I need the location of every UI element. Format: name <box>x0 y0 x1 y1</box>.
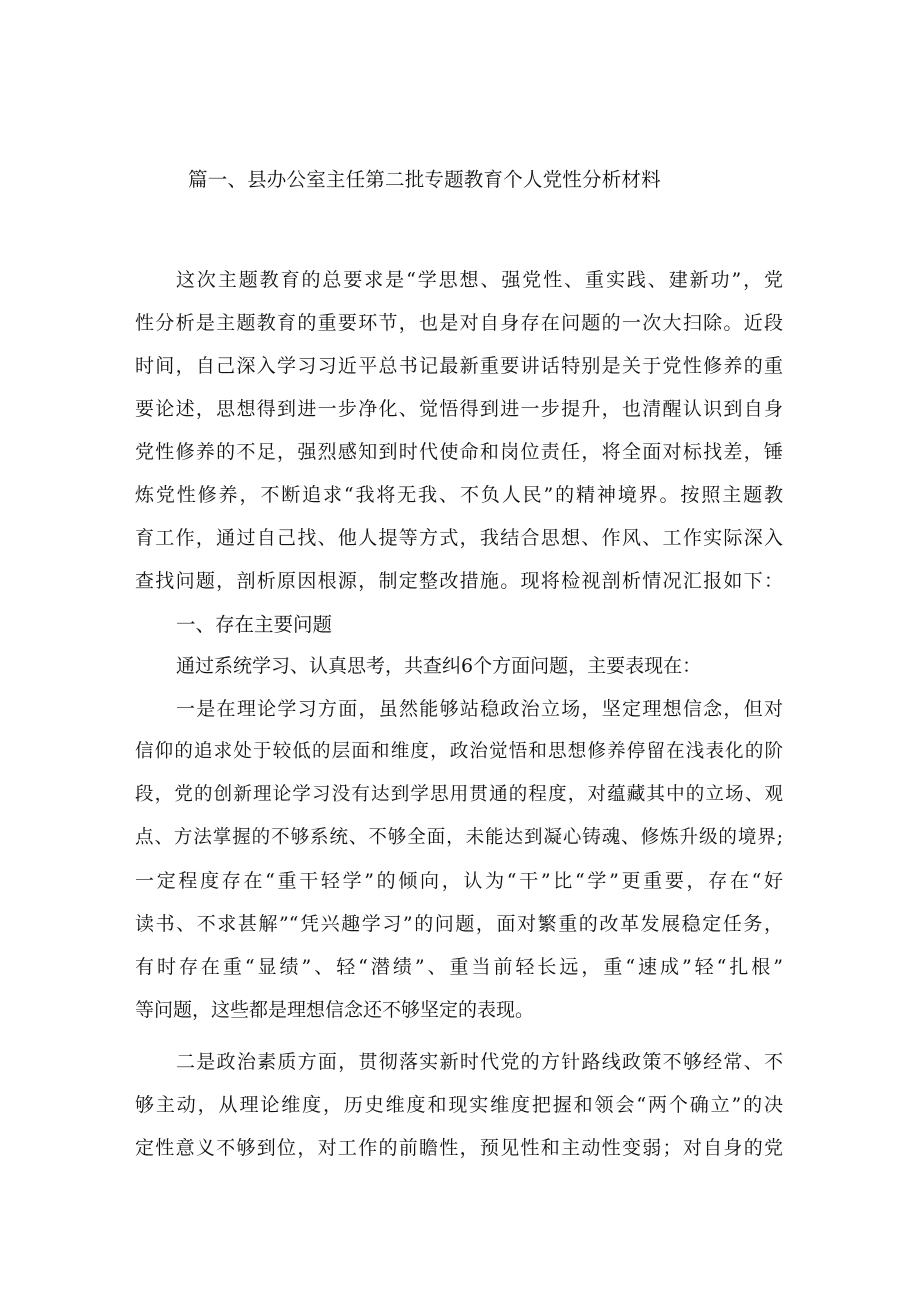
intro-line-5: 党性修养的不足，强烈感知到时代使命和岗位责任，将全面对标找差，锤 <box>135 441 783 463</box>
summary-line: 通过系统学习、认真思考，共查纠6个方面问题，主要表现在： <box>176 655 702 677</box>
intro-line-2: 性分析是主题教育的重要环节，也是对自身存在问题的一次大扫除。近段 <box>135 312 783 334</box>
intro-line-8: 查找问题，剖析原因根源，制定整改措施。现将检视剖析情况汇报如下： <box>135 570 783 592</box>
intro-line-1: 这次主题教育的总要求是“学思想、强党性、重实践、建新功”，党 <box>176 269 783 291</box>
point-one-line-8: 等问题，这些都是理想信念还不够坚定的表现。 <box>135 999 535 1021</box>
point-two-line-3: 定性意义不够到位，对工作的前瞻性，预见性和主动性变弱；对自身的党 <box>135 1137 783 1159</box>
point-one-line-6: 读书、不求甚解”“凭兴趣学习”的问题，面对繁重的改革发展稳定任务， <box>135 913 783 935</box>
section-heading: 一、存在主要问题 <box>176 613 333 636</box>
point-one-line-5: 一定程度存在“重干轻学”的倾向，认为“干”比“学”更重要，存在“好 <box>135 870 783 892</box>
point-one-line-7: 有时存在重“显绩”、轻“潜绩”、重当前轻长远，重“速成”轻“扎根” <box>135 956 783 978</box>
point-one-line-4: 点、方法掌握的不够系统、不够全面，未能达到凝心铸魂、修炼升级的境界; <box>135 827 783 848</box>
intro-line-4: 要论述，思想得到进一步净化、觉悟得到进一步提升，也清醒认识到自身 <box>135 398 783 420</box>
point-two-line-1: 二是政治素质方面，贯彻落实新时代党的方针路线政策不够经常、不 <box>176 1051 783 1073</box>
point-one-line-1: 一是在理论学习方面，虽然能够站稳政治立场，坚定理想信念，但对 <box>176 698 783 720</box>
point-two-line-2: 够主动，从理论维度，历史维度和现实维度把握和领会“两个确立”的决 <box>135 1094 783 1116</box>
intro-line-3: 时间，自己深入学习习近平总书记最新重要讲话特别是关于党性修养的重 <box>135 355 783 377</box>
point-one-line-2: 信仰的追求处于较低的层面和维度，政治觉悟和思想修养停留在浅表化的阶 <box>135 741 783 762</box>
intro-line-6: 炼党性修养，不断追求“我将无我、不负人民”的精神境界。按照主题教 <box>135 484 783 506</box>
point-one-line-3: 段，党的创新理论学习没有达到学思用贯通的程度，对蕴藏其中的立场、观 <box>135 784 783 805</box>
intro-line-7: 育工作，通过自己找、他人提等方式，我结合思想、作风、工作实际深入 <box>135 527 783 549</box>
document-title: 篇一、县办公室主任第二批专题教育个人党性分析材料 <box>188 168 661 191</box>
